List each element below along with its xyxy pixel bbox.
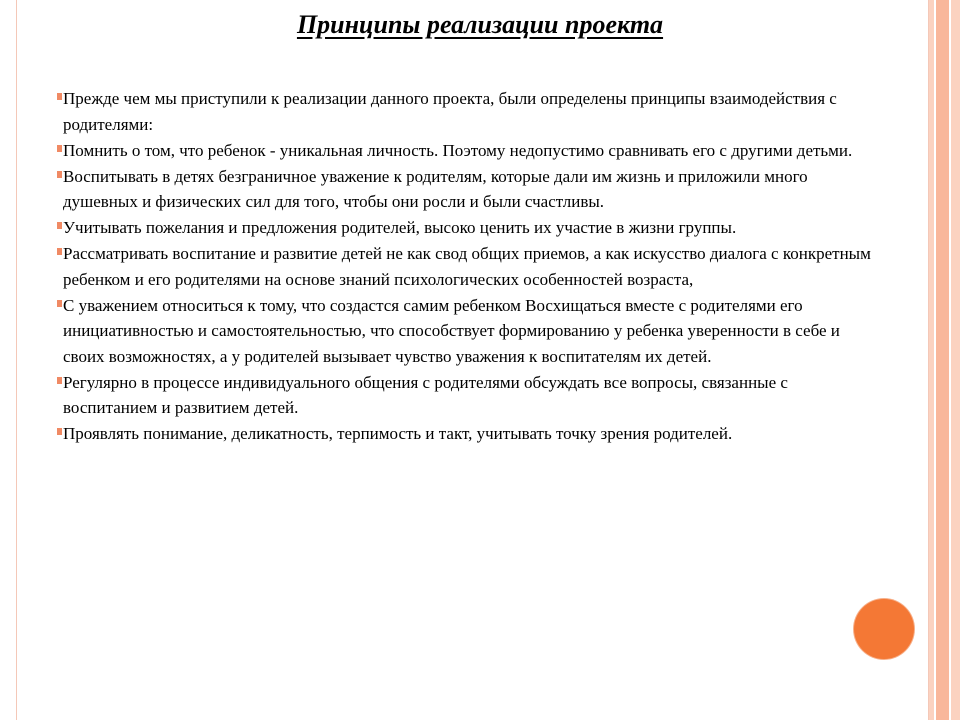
bullet-item: Помнить о том, что ребенок - уникальная личность. Поэтому недопустимо сравнивать его с другими детьми. — [58, 138, 878, 164]
bullet-item: Регулярно в процессе индивидуального общения с родителями обсуждать все вопросы, связанные с воспитанием и развитием детей. — [58, 370, 878, 421]
slide-title: Принципы реализации проекта — [296, 10, 664, 39]
stripe — [951, 0, 960, 720]
stripe — [936, 0, 949, 720]
bullet-item: Прежде чем мы приступили к реализации данного проекта, были определены принципы взаимодействия с родителями: — [58, 86, 878, 137]
bullet-item: Рассматривать воспитание и развитие детей не как свод общих приемов, а как искусство диалога с конкретным ребенком и его родителями на основе знаний психологических особенностей возраста, — [58, 241, 878, 292]
bullet-list — [58, 86, 878, 447]
bullet-item: Учитывать пожелания и предложения родителей, высоко ценить их участие в жизни группы. — [58, 215, 878, 241]
decorative-side-stripes — [929, 0, 960, 720]
bullet-item: Воспитывать в детях безграничное уважение к родителям, которые дали им жизнь и приложили много душевных и физических сил для того, чтобы они росли и были счастливы. — [58, 164, 878, 215]
bullet-item: С уважением относиться к тому, что создастся самим ребенком Восхищаться вместе с родителями его инициативностью и самостоятельностью, что способствует формированию у ребенка уверенности в себе и своих возможностях, а у родителей вызывает чувство уважения к воспитателям их детей. — [58, 293, 878, 370]
decorative-orange-circle — [854, 599, 914, 659]
bullet-item: Проявлять понимание, деликатность, терпимость и такт, учитывать точку зрения родителей. — [58, 421, 878, 447]
